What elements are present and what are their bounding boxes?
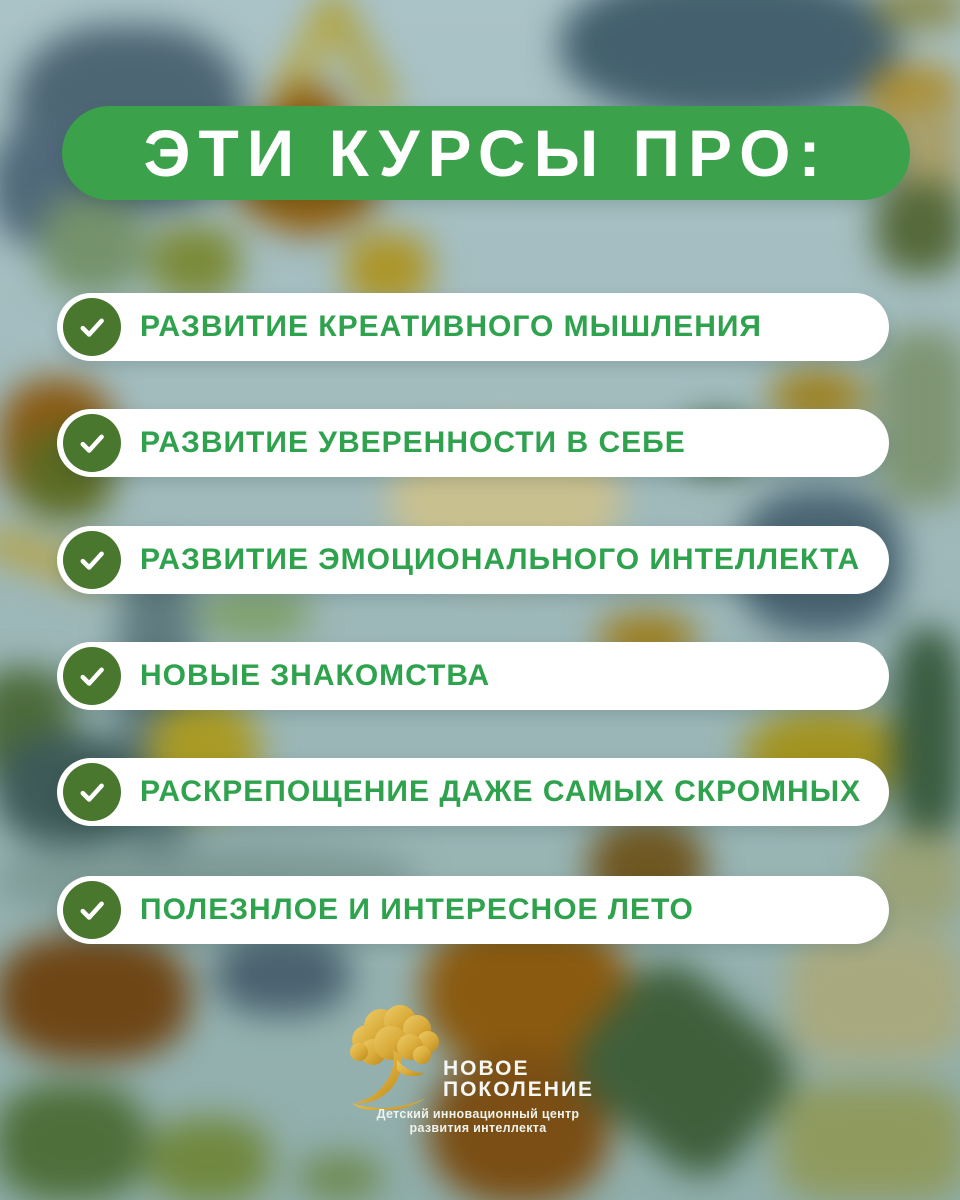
bg-blob <box>788 933 960 1061</box>
checklist-item <box>57 409 889 477</box>
bg-blob <box>0 933 190 1061</box>
tree-logo-icon <box>332 1000 454 1110</box>
check-icon <box>63 881 121 939</box>
brand-line2: ПОКОЛЕНИЕ <box>443 1078 595 1101</box>
bg-blob <box>198 588 313 640</box>
checklist-item <box>57 293 889 361</box>
checklist-item <box>57 642 889 710</box>
bg-blob <box>40 195 145 295</box>
bg-blob <box>875 0 960 30</box>
checklist-item <box>57 526 889 594</box>
bg-blob <box>150 225 240 300</box>
bg-blob <box>778 1083 960 1200</box>
bg-blob <box>215 933 350 1015</box>
header-pill <box>62 106 910 200</box>
check-icon <box>63 298 121 356</box>
bg-blob <box>298 1155 383 1200</box>
checklist-item-label: РАЗВИТИЕ КРЕАТИВНОГО МЫШЛЕНИЯ <box>140 310 762 343</box>
bg-blob <box>875 330 960 505</box>
checklist-item-label: РАЗВИТИЕ УВЕРЕННОСТИ В СЕБЕ <box>140 426 686 459</box>
checklist-item <box>57 758 889 826</box>
check-icon <box>63 647 121 705</box>
bg-blob <box>0 1083 147 1200</box>
page-title: ЭТИ КУРСЫ ПРО: <box>143 116 829 190</box>
bg-blob <box>148 1118 270 1200</box>
bg-blob <box>875 180 960 275</box>
brand-name <box>443 1058 594 1100</box>
check-icon <box>63 763 121 821</box>
tagline-line2: развития интеллекта <box>409 1120 547 1135</box>
checklist-item-label: ПОЛЕЗНЛОЕ И ИНТЕРЕСНОЕ ЛЕТО <box>140 893 694 926</box>
brand-tagline <box>318 1108 638 1135</box>
bg-blob <box>892 628 960 843</box>
check-icon <box>63 414 121 472</box>
tagline-line1: Детский инновационный центр <box>376 1107 580 1121</box>
checklist-item-label: РАЗВИТИЕ ЭМОЦИОНАЛЬНОГО ИНТЕЛЛЕКТА <box>140 543 861 576</box>
checklist-item-label: РАСКРЕПОЩЕНИЕ ДАЖЕ САМЫХ СКРОМНЫХ <box>140 775 862 808</box>
checklist-item-label: НОВЫЕ ЗНАКОМСТВА <box>140 659 491 692</box>
check-icon <box>63 531 121 589</box>
brand-line1: НОВОЕ <box>443 1057 530 1080</box>
checklist-item <box>57 876 889 944</box>
bg-blob <box>560 0 900 120</box>
